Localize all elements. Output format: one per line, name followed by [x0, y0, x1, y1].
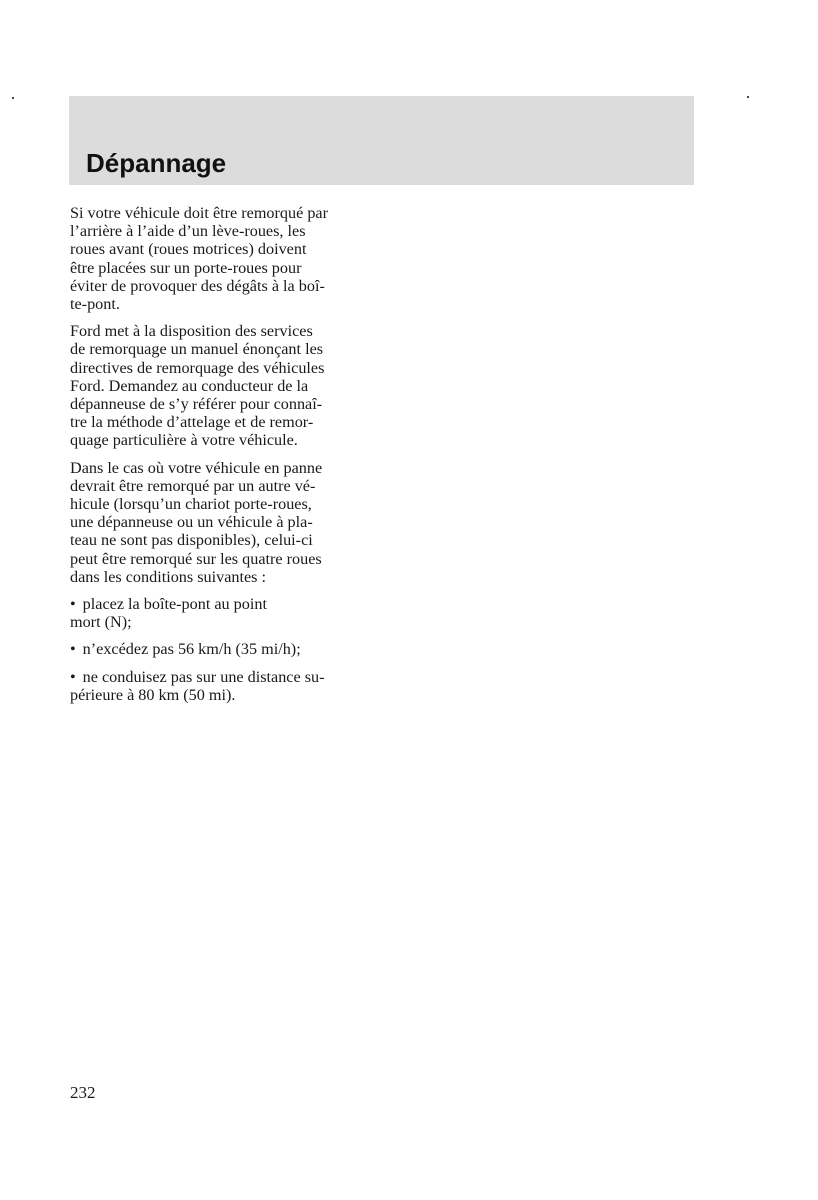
text-line: Si votre véhicule doit être remorqué par [70, 204, 329, 222]
bullet-icon: • [70, 667, 76, 686]
paragraph-ford-manual [70, 322, 378, 449]
text-line: roues avant (roues motrices) doivent [70, 240, 307, 259]
text-line: de remorquage un manuel énonçant les [70, 340, 324, 359]
body-text [70, 204, 378, 713]
text-line: Dans le cas où votre véhicule en panne [70, 458, 323, 477]
crop-mark-left [12, 97, 14, 99]
text-line: n’excédez pas 56 km/h (35 mi/h); [82, 640, 301, 659]
text-line: dans les conditions suivantes : [70, 567, 267, 586]
text-line: ne conduisez pas sur une distance su- [82, 667, 325, 686]
bullet-icon: • [70, 595, 76, 614]
text-line: périeure à 80 km (50 mi). [70, 685, 236, 704]
text-line: peut être remorqué sur les quatre roues [70, 549, 322, 568]
text-line: directives de remorquage des véhicules [70, 358, 325, 377]
text-line: une dépanneuse ou un véhicule à pla- [70, 513, 313, 532]
text-line: dépanneuse de s’y référer pour connaî- [70, 395, 323, 414]
crop-mark-right [747, 96, 749, 98]
text-line: être placées sur un porte-roues pour [70, 258, 302, 277]
text-line: te-pont. [70, 295, 120, 314]
text-line: tre la méthode d’attelage et de remor- [70, 413, 314, 432]
text-line: mort (N); [70, 613, 132, 632]
paragraph-rear-towing [70, 204, 378, 313]
text-line: teau ne sont pas disponibles), celui-ci [70, 531, 313, 550]
bullet-item-distance [70, 668, 378, 704]
bullet-icon: • [70, 640, 76, 659]
page-number: 232 [70, 1083, 96, 1102]
paragraph-four-wheel-towing [70, 459, 378, 586]
section-title: Dépannage [86, 148, 227, 178]
text-line: l’arrière à l’aide d’un lève-roues, les [70, 222, 306, 241]
text-line: éviter de provoquer des dégâts à la boî- [70, 276, 325, 295]
section-header-band [69, 96, 694, 185]
bullet-item-neutral [70, 595, 378, 631]
text-line: placez la boîte-pont au point [82, 595, 267, 614]
text-line: Ford met à la disposition des services [70, 322, 313, 341]
text-line: hicule (lorsqu’un chariot porte-roues, [70, 495, 312, 514]
text-line: Ford. Demandez au conducteur de la [70, 376, 309, 395]
text-line: devrait être remorqué par un autre vé- [70, 476, 316, 495]
text-line: quage particulière à votre véhicule. [70, 431, 298, 450]
bullet-item-speed [70, 640, 378, 658]
